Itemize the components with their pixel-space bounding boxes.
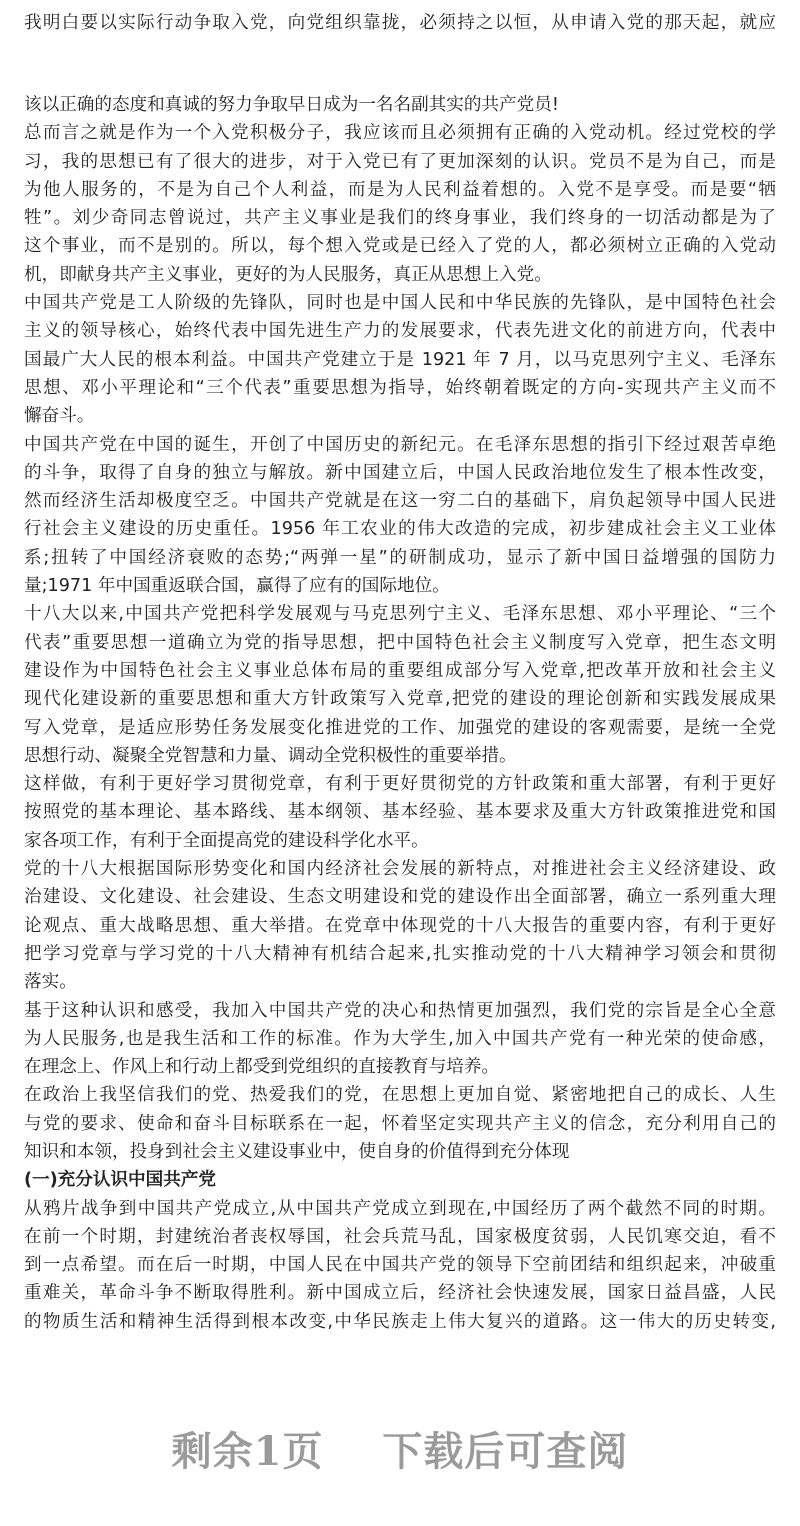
text-line: 建设作为中国特色社会主义事业总体布局的重要组成部分写入党章,把改革开放和社会主义 [24,660,776,681]
document-body [24,91,776,1336]
text-line: 牲”。刘少奇同志曾说过，共产主义事业是我们的终身事业，我们终身的一切活动都是为了 [24,208,776,229]
text-line: 把学习党章与学习党的十八大精神有机结合起来,扎实推动党的十八大精神学习领会和贯彻 [24,943,776,964]
text-line: 该以正确的态度和真诚的努力争取早日成为一名名副其实的共产党员! [24,95,559,115]
text-line: 的斗争，取得了自身的独立与解放。新中国建立后，中国人民政治地位发生了根本性改变， [24,462,776,483]
text-line: 与党的要求、使命和奋斗目标联系在一起，怀着坚定实现共产主义的信念，充分利用自己的 [24,1113,776,1134]
text-line: 论观点、重大战略思想、重大举措。在党章中体现党的十八大报告的重要内容，有利于更好 [24,915,776,936]
text-line: 十八大以来,中国共产党把科学发展观与马克思列宁主义、毛泽东思想、邓小平理论、“三个 [24,604,776,625]
text-line: 在前一个时期，封建统治者丧权辱国，社会兵荒马乱，国家极度贫弱，人民饥寒交迫，看不 [24,1226,776,1247]
text-line: 然而经济生活却极度空乏。中国共产党就是在这一穷二白的基础下，肩负起领导中国人民进 [24,491,776,512]
paragraph [24,855,776,996]
text-line: 为他人服务的，不是为自己个人利益，而是为人民利益着想的。入党不是享受。而是要“牺 [24,179,776,200]
text-line: 在理念上、作风上和行动上都受到党组织的直接教育与培养。 [24,1057,500,1078]
text-line: 基于这种认识和感受，我加入中国共产党的决心和热情更加强烈，我们党的宗旨是全心全意 [24,1000,776,1021]
text-line: 主义的领导核心，始终代表中国先进生产力的发展要求，代表先进文化的前进方向，代表中 [24,321,776,342]
text-line: 党的十八大根据国际形势变化和国内经济社会发展的新特点，对推进社会主义经济建设、政 [24,859,776,880]
paragraph [24,91,776,119]
text-line: 代表”重要思想一道确立为党的指导思想，把中国特色社会主义制度写入党章，把生态文明 [24,632,776,653]
text-line: 从鸦片战争到中国共产党成立,从中国共产党成立到现在,中国经历了两个截然不同的时期。 [24,1198,776,1219]
text-line: 习，我的思想已有了很大的进步，对于入党已有了更加深刻的认识。党员不是为自己，而是 [24,151,776,172]
paragraph [24,1195,776,1336]
remaining-pages-label: 剩余1页 [171,1428,324,1475]
text-line: 中国共产党在中国的诞生，开创了中国历史的新纪元。在毛泽东思想的指引下经过艰苦卓绝 [24,434,776,455]
text-line: 国最广大人民的根本利益。中国共产党建立于是 1921 年 7 月，以马克思列宁主义、毛泽东 [24,349,776,370]
paragraph [24,1081,776,1166]
document-top-fragment [24,9,776,37]
text-line: 家各项工作，有利于全面提高党的建设科学化水平。 [24,830,429,851]
text-line: 这个事业，而不是别的。所以，每个想入党或是已经入了党的人，都必须树立正确的入党动 [24,236,776,257]
paragraph [24,600,776,770]
text-line: 总而言之就是作为一个入党积极分子，我应该而且必须拥有正确的入党动机。经过党校的学 [24,123,776,144]
section-heading [24,1166,776,1194]
text-line: 在政治上我坚信我们的党、热爱我们的党，在思想上更加自觉、紧密地把自己的成长、人生 [24,1085,776,1106]
text-line: 中国共产党是工人阶级的先锋队，同时也是中国人民和中华民族的先锋队，是中国特色社会 [24,293,776,314]
text-line: 写入党章，是适应形势任务发展变化推进党的工作、加强党的建设的客观需要，是统一全党 [24,717,776,738]
text-line: 现代化建设新的重要思想和重大方针政策写入党章,把党的建设的理论创新和实践发展成果 [24,689,776,710]
paragraph [24,119,776,289]
text-line: 系;扭转了中国经济衰败的态势;“两弹一星”的研制成功，显示了新中国日益增强的国防力 [24,547,776,568]
download-hint-label: 下载后可查阅 [382,1428,629,1475]
download-prompt[interactable] [0,1420,800,1477]
paragraph [24,289,776,430]
text-line: (一)充分认识中国共产党 [24,1170,217,1191]
text-line: 治建设、文化建设、社会建设、生态文明建设和党的建设作出全面部署，确立一系列重大理 [24,887,776,908]
text-line: 思想、邓小平理论和“三个代表”重要思想为指导，始终朝着既定的方向-实现共产主义而不 [24,377,776,398]
paragraph [24,431,776,601]
text-line: 我明白要以实际行动争取入党，向党组织靠拢，必须持之以恒，从申请入党的那天起，就应 [24,13,776,33]
text-line: 行社会主义建设的历史重任。1956 年工农业的伟大改造的完成，初步建成社会主义工业体 [24,519,776,540]
text-line: 重难关，革命斗争不断取得胜利。新中国成立后，经济社会快速发展，国家日益昌盛，人民 [24,1283,776,1304]
text-line: 落实。 [24,972,77,993]
text-line: 量;1971 年中国重返联合国，赢得了应有的国际地位。 [24,576,450,597]
text-line: 的物质生活和精神生活得到根本改变,中华民族走上伟大复兴的道路。这一伟大的历史转变, [24,1311,776,1332]
text-line: 知识和本领，投身到社会主义建设事业中，使自身的价值得到充分体现 [24,1141,570,1162]
text-line: 到一点希望。而在后一时期，中国人民在中国共产党的领导下空前团结和组织起来，冲破重 [24,1255,776,1276]
text-line: 为人民服务,也是我生活和工作的标准。作为大学生,加入中国共产党有一种光荣的使命感， [24,1028,776,1049]
paragraph [24,770,776,855]
paragraph [24,997,776,1082]
text-line: 思想行动、凝聚全党智慧和力量、调动全党积极性的重要举措。 [24,745,517,766]
text-line: 懈奋斗。 [24,406,95,427]
text-line: 这样做，有利于更好学习贯彻党章，有利于更好贯彻党的方针政策和重大部署，有利于更好 [24,774,776,795]
text-line: 机，即献身共产主义事业，更好的为人民服务，真正从思想上入党。 [24,264,552,285]
text-line: 按照党的基本理论、基本路线、基本纲领、基本经验、基本要求及重大方针政策推进党和国 [24,802,776,823]
